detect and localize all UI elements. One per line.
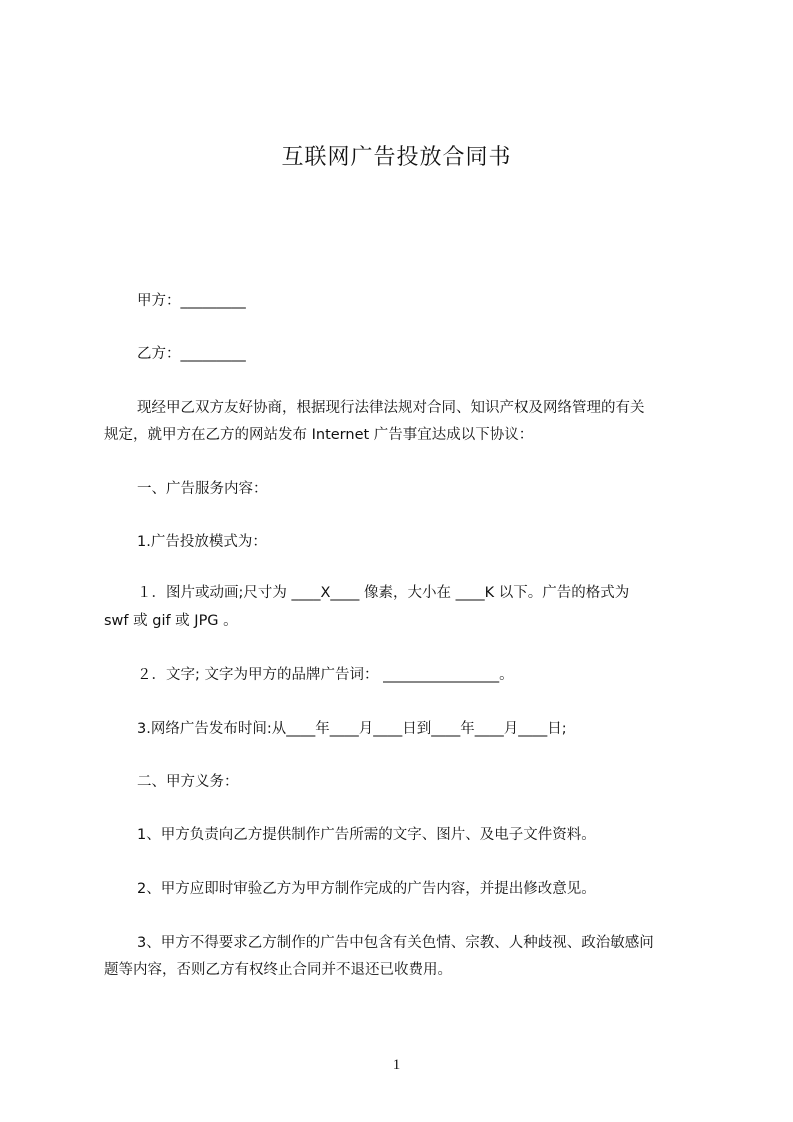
party-a-line: 甲方：_________ (137, 293, 246, 309)
item-1-heading: 1.广告投放模式为： (137, 534, 267, 550)
item-1-2: ２．文字; 文字为甲方的品牌广告词： ________________。 (137, 667, 514, 683)
duty-3-line-2: 题等内容，否则乙方有权终止合同并不退还已收费用。 (104, 962, 452, 978)
party-b-line: 乙方：_________ (137, 346, 246, 362)
preamble-line-2: 规定，就甲方在乙方的网站发布 Internet 广告事宜达成以下协议： (104, 427, 534, 443)
duty-3-line-1: 3、甲方不得要求乙方制作的广告中包含有关色情、宗教、人种歧视、政治敏感问 (137, 935, 654, 951)
duty-2: 2、甲方应即时审验乙方为甲方制作完成的广告内容，并提出修改意见。 (137, 881, 596, 897)
page-number: 1 (392, 1057, 401, 1073)
item-1-1-line-2: swf 或 gif 或 JPG 。 (104, 613, 238, 629)
section-2-heading: 二、甲方义务： (137, 774, 239, 790)
document-title: 互联网广告投放合同书 (281, 145, 512, 170)
item-1-1-line-1: １．图片或动画;尺寸为 ____X____ 像素，大小在 ____K 以下。广告的格式为 (137, 585, 630, 601)
duty-1: 1、甲方负责向乙方提供制作广告所需的文字、图片、及电子文件资料。 (137, 827, 596, 843)
item-1-3: 3.网络广告发布时间:从____年____月____日到____年____月____日; (137, 721, 567, 737)
preamble-line-1: 现经甲乙双方友好协商，根据现行法律法规对合同、知识产权及网络管理的有关 (137, 400, 645, 416)
section-1-heading: 一、广告服务内容： (137, 481, 268, 497)
